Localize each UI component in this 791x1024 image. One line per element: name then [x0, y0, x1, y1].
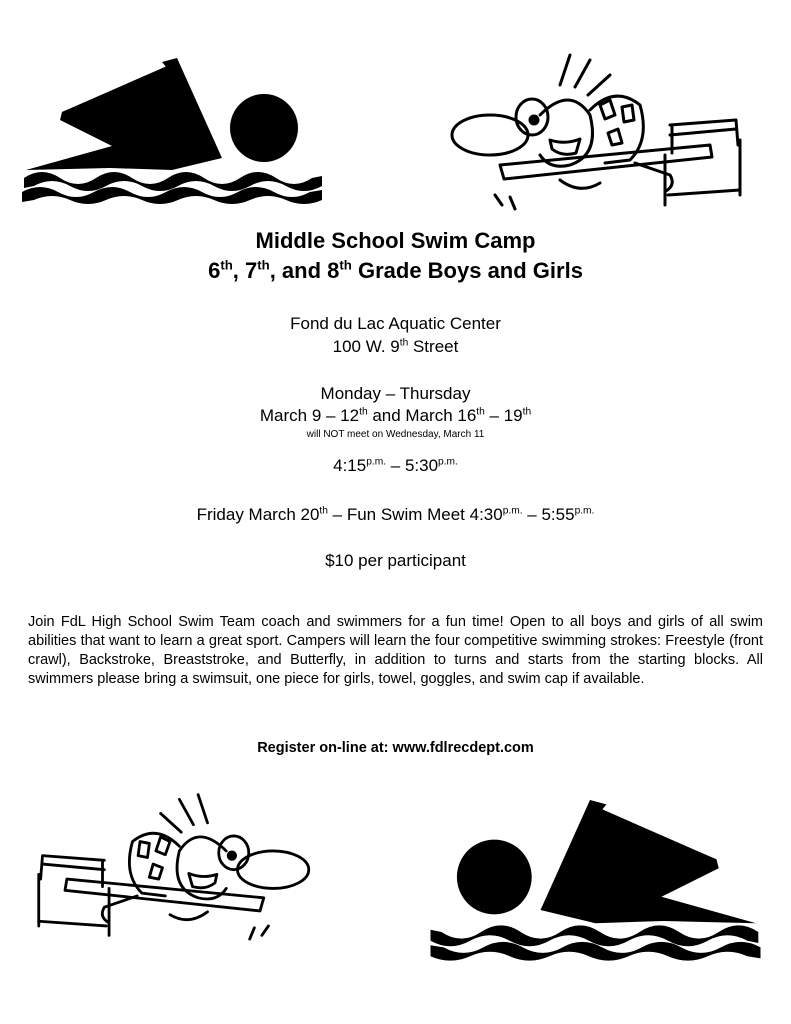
time-dash: – — [386, 456, 405, 475]
schedule-note: will NOT meet on Wednesday, March 11 — [306, 429, 485, 440]
grade-sep-2: , and — [269, 258, 328, 283]
dates-sup-3: th — [522, 406, 532, 418]
meet-sup-1: th — [319, 505, 328, 517]
grade-8-suffix: th — [339, 257, 352, 273]
address-sup: th — [399, 337, 409, 349]
dates-part-3: – 19 — [484, 406, 523, 425]
grade-sep-1: , — [232, 258, 245, 283]
meet-pre: Friday March 20 — [196, 505, 320, 524]
dates-sup-1: th — [359, 406, 368, 418]
register-link[interactable]: Register on-line at: www.fdlrecdept.com — [257, 740, 534, 756]
schedule-days: Monday – Thursday — [320, 384, 471, 403]
meet-dash: – 5:55 — [522, 505, 575, 524]
grade-7-suffix: th — [257, 257, 270, 273]
price: $10 per participant — [325, 551, 466, 570]
address-pre: 100 W. 9 — [332, 337, 400, 356]
schedule-time — [0, 456, 791, 476]
grade-7: 7 — [245, 258, 258, 283]
time-start-sup: p.m. — [366, 456, 387, 468]
time-start: 4:15 — [333, 456, 367, 475]
page-title: Middle School Swim Camp — [255, 228, 536, 253]
dates-part-2: and March 16 — [367, 406, 477, 425]
grade-rest: Grade Boys and Girls — [351, 258, 583, 283]
time-end: 5:30 — [404, 456, 439, 475]
grade-6: 6 — [208, 258, 221, 283]
address-post: Street — [408, 337, 459, 356]
grade-6-suffix: th — [220, 257, 233, 273]
fun-swim-meet — [0, 505, 791, 525]
grades-subtitle — [0, 258, 791, 284]
meet-sup-3: p.m. — [574, 505, 595, 517]
dates-part-1: March 9 – 12 — [259, 406, 360, 425]
time-end-sup: p.m. — [438, 456, 458, 468]
description-paragraph: Join FdL High School Swim Team coach and swimmers for a fun time! Open to all boys and girls of all swim abilities that want to learn a great sport. Campers will learn the four competitive swimming strokes: Freestyle (front crawl), Backstroke, Breaststroke, and Butterfly, in addition to turns and starts from the starting blocks. All swimmers please bring a swimsuit, one piece for girls, towel, goggles, and swim cap if available. — [28, 614, 763, 687]
cartoon-swimmer-on-diving-board-icon — [20, 780, 320, 950]
dates-sup-2: th — [476, 406, 485, 418]
cartoon-swimmer-on-diving-board-icon — [440, 45, 760, 215]
swimmer-icon — [410, 800, 770, 965]
location-address — [0, 337, 791, 357]
schedule-dates — [0, 406, 791, 426]
location-name: Fond du Lac Aquatic Center — [290, 314, 501, 333]
grade-8: 8 — [327, 258, 340, 283]
meet-mid: – Fun Swim Meet 4:30 — [327, 505, 503, 524]
meet-sup-2: p.m. — [502, 505, 523, 517]
swimmer-icon — [22, 58, 332, 208]
